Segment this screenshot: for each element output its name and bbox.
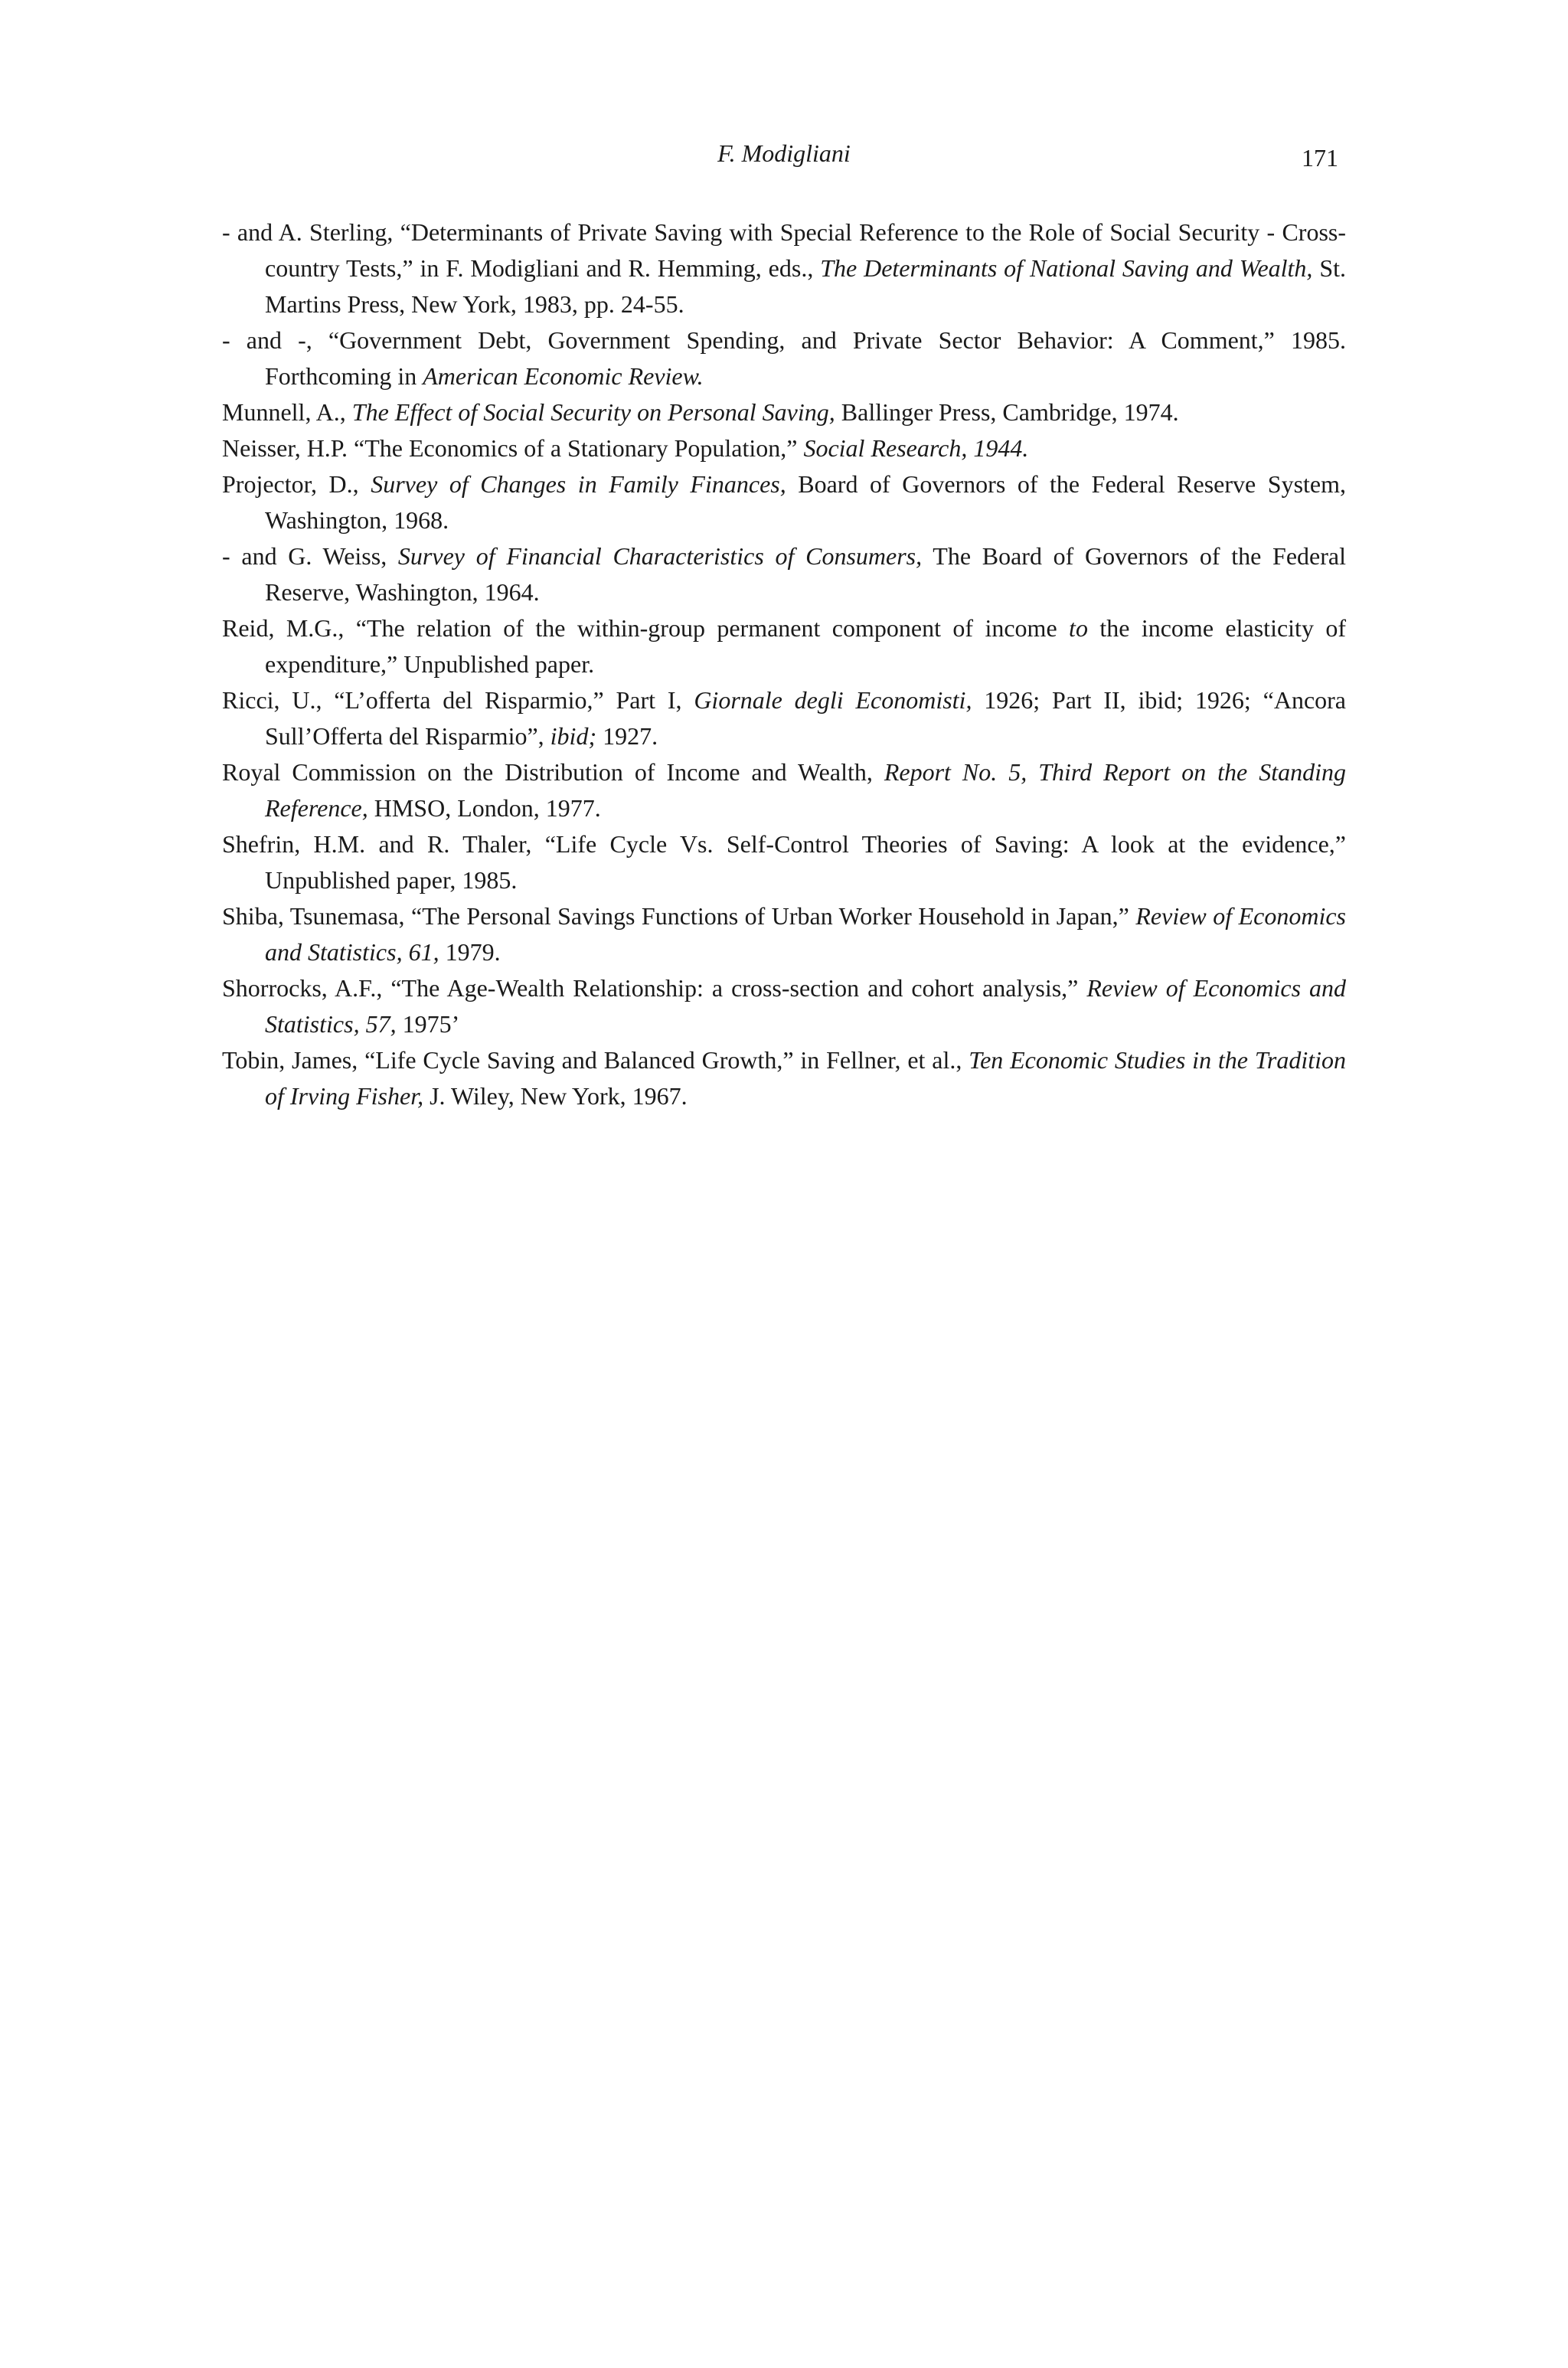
reference-text: - and A. Sterling, “Determinants of Private Saving with Special Reference to the Role of Social Security - Cross-country Tests,” in F. Modigliani and R. Hemming, eds., <box>222 218 1346 282</box>
reference-text: 1979. <box>439 938 501 966</box>
reference-text: Ricci, U., “L’offerta del Risparmio,” Part I, <box>222 686 694 714</box>
reference-text: Projector, D., <box>222 470 371 498</box>
reference-text: St. Martins Press, New York, 1983, pp. 24-55. <box>265 254 1347 318</box>
reference-entry-ricci <box>222 682 1346 754</box>
reference-title: Giornale degli Economisti, <box>694 686 972 714</box>
reference-entry-royal-commission <box>222 754 1346 826</box>
reference-text: Royal Commission on the Distribution of Income and Wealth, <box>222 758 884 786</box>
reference-text: the income elasticity of expenditure,” Unpublished paper. <box>265 614 1347 678</box>
reference-entry-reid <box>222 610 1346 682</box>
reference-text: Reid, M.G., “The relation of the within-group permanent component of income <box>222 614 1070 642</box>
reference-title: Report No. 5, Third Report on the Standing Reference, <box>265 758 1347 822</box>
reference-text: Tobin, James, “Life Cycle Saving and Balanced Growth,” in Fellner, et al., <box>222 1046 969 1074</box>
reference-title: The Determinants of National Saving and Wealth, <box>820 254 1313 282</box>
reference-entry-tobin <box>222 1042 1346 1114</box>
reference-entry-munnell <box>222 394 1346 430</box>
reference-text: 1975’ <box>396 1010 460 1038</box>
page-number: 171 <box>1302 144 1338 172</box>
reference-entry-neisser <box>222 430 1346 466</box>
reference-title: The Effect of Social Security on Personal Saving, <box>351 398 835 426</box>
reference-text: Board of Governors of the Federal Reserve System, Washington, 1968. <box>265 470 1347 534</box>
reference-text: 1926; Part II, ibid; 1926; “Ancora Sull’Offerta del Risparmio”, <box>265 686 1347 750</box>
reference-text: Munnell, A., <box>222 398 352 426</box>
reference-entry-shorrocks <box>222 970 1346 1042</box>
running-head: F. Modigliani <box>717 139 851 167</box>
reference-text: J. Wiley, New York, 1967. <box>423 1082 688 1110</box>
reference-text: Shorrocks, A.F., “The Age-Wealth Relationship: a cross-section and cohort analysis,” <box>222 974 1087 1002</box>
reference-text: 1927. <box>596 722 658 750</box>
reference-entry-government-debt <box>222 322 1346 394</box>
reference-text: - and G. Weiss, <box>222 542 398 570</box>
reference-text: HMSO, London, 1977. <box>368 794 601 822</box>
reference-title: to <box>1069 614 1088 642</box>
reference-entry-projector <box>222 466 1346 538</box>
reference-title: Survey of Changes in Family Finances, <box>371 470 786 498</box>
reference-text: Neisser, H.P. “The Economics of a Stationary Population,” <box>222 434 804 462</box>
reference-title: Review of Economics and Statistics, 61, <box>265 902 1347 966</box>
reference-text: - and -, “Government Debt, Government Spending, and Private Sector Behavior: A Comment,” 1985. Forthcoming in <box>222 326 1346 390</box>
reference-entry-projector-weiss <box>222 538 1346 610</box>
reference-title: Review of Economics and Statistics, 57, <box>265 974 1347 1038</box>
reference-list <box>222 214 1346 1114</box>
reference-title: American Economic Review. <box>423 362 704 390</box>
reference-title: ibid; <box>550 722 597 750</box>
reference-entry-shefrin-thaler <box>222 826 1346 898</box>
reference-text: The Board of Governors of the Federal Reserve, Washington, 1964. <box>265 542 1347 606</box>
reference-entry-modigliani-sterling <box>222 214 1346 322</box>
reference-title: Survey of Financial Characteristics of Consumers, <box>397 542 923 570</box>
page-header <box>0 139 1568 178</box>
reference-text: Ballinger Press, Cambridge, 1974. <box>835 398 1179 426</box>
reference-text: Shefrin, H.M. and R. Thaler, “Life Cycle Vs. Self-Control Theories of Saving: A look at the evidence,” Unpublished paper, 1985. <box>222 830 1346 894</box>
reference-entry-shiba <box>222 898 1346 970</box>
reference-text: Shiba, Tsunemasa, “The Personal Savings Functions of Urban Worker Household in Japan,” <box>222 902 1136 930</box>
reference-title: Social Research, 1944. <box>803 434 1029 462</box>
reference-title: Ten Economic Studies in the Tradition of Irving Fisher, <box>265 1046 1347 1110</box>
